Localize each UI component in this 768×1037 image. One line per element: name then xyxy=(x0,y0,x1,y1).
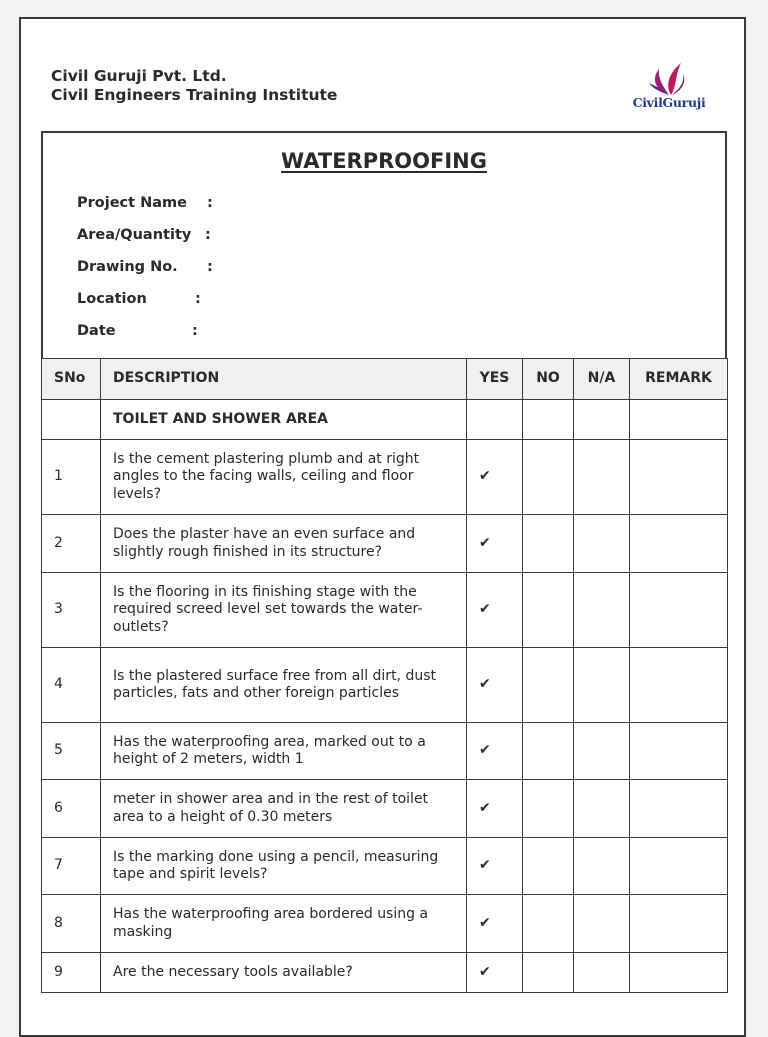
company-name: Civil Guruji Pvt. Ltd. xyxy=(51,67,227,85)
row-sno: 8 xyxy=(42,895,101,953)
row-description: Is the marking done using a pencil, measuring tape and spirit levels? xyxy=(101,838,467,895)
row-description: Has the waterproofing area, marked out to a height of 2 meters, width 1 xyxy=(101,723,467,780)
row-description: Are the necessary tools available? xyxy=(101,953,467,993)
header-sno: SNo xyxy=(42,359,101,400)
row-description: Is the cement plastering plumb and at right angles to the facing walls, ceiling and floor levels? xyxy=(101,440,467,515)
check-icon: ✔ xyxy=(467,573,523,648)
check-icon: ✔ xyxy=(467,895,523,953)
table-row xyxy=(42,440,728,515)
row-sno: 5 xyxy=(42,723,101,780)
na-cell[interactable] xyxy=(574,780,630,838)
na-cell[interactable] xyxy=(574,953,630,993)
remark-cell[interactable] xyxy=(630,723,728,780)
check-icon: ✔ xyxy=(467,723,523,780)
field-label: Location xyxy=(77,291,147,307)
remark-cell[interactable] xyxy=(630,515,728,573)
table-cell xyxy=(467,400,523,440)
table-row xyxy=(42,648,728,723)
no-cell[interactable] xyxy=(523,723,574,780)
row-sno: 9 xyxy=(42,953,101,993)
row-description: meter in shower area and in the rest of toilet area to a height of 0.30 meters xyxy=(101,780,467,838)
no-cell[interactable] xyxy=(523,838,574,895)
flame-icon xyxy=(625,59,713,99)
table-row xyxy=(42,780,728,838)
remark-cell[interactable] xyxy=(630,780,728,838)
row-description: Is the plastered surface free from all dirt, dust particles, fats and other foreign particles xyxy=(101,648,467,723)
no-cell[interactable] xyxy=(523,895,574,953)
field-project-name xyxy=(77,195,213,211)
table-cell xyxy=(42,400,101,440)
check-icon: ✔ xyxy=(467,838,523,895)
table-row xyxy=(42,515,728,573)
field-label: Project Name xyxy=(77,195,187,211)
field-label: Date xyxy=(77,323,116,339)
na-cell[interactable] xyxy=(574,895,630,953)
row-description: Has the waterproofing area bordered using a masking xyxy=(101,895,467,953)
no-cell[interactable] xyxy=(523,648,574,723)
row-sno: 6 xyxy=(42,780,101,838)
na-cell[interactable] xyxy=(574,723,630,780)
check-icon: ✔ xyxy=(467,780,523,838)
project-info-box xyxy=(41,131,727,360)
row-sno: 7 xyxy=(42,838,101,895)
no-cell[interactable] xyxy=(523,953,574,993)
table-row xyxy=(42,838,728,895)
check-icon: ✔ xyxy=(467,648,523,723)
field-colon: : xyxy=(207,259,213,275)
row-sno: 4 xyxy=(42,648,101,723)
na-cell[interactable] xyxy=(574,440,630,515)
header-yes: YES xyxy=(467,359,523,400)
table-row xyxy=(42,895,728,953)
table-cell xyxy=(630,400,728,440)
table-header-row xyxy=(42,359,728,400)
row-sno: 2 xyxy=(42,515,101,573)
na-cell[interactable] xyxy=(574,648,630,723)
no-cell[interactable] xyxy=(523,515,574,573)
no-cell[interactable] xyxy=(523,573,574,648)
checklist-table xyxy=(41,358,728,993)
section-title: TOILET AND SHOWER AREA xyxy=(101,400,467,440)
header-na: N/A xyxy=(574,359,630,400)
remark-cell[interactable] xyxy=(630,573,728,648)
no-cell[interactable] xyxy=(523,440,574,515)
field-drawing-no xyxy=(77,259,213,275)
field-colon: : xyxy=(195,291,201,307)
na-cell[interactable] xyxy=(574,573,630,648)
remark-cell[interactable] xyxy=(630,838,728,895)
form-title: WATERPROOFING xyxy=(281,149,487,173)
field-colon: : xyxy=(192,323,198,339)
check-icon: ✔ xyxy=(467,515,523,573)
remark-cell[interactable] xyxy=(630,648,728,723)
check-icon: ✔ xyxy=(467,953,523,993)
na-cell[interactable] xyxy=(574,838,630,895)
civilguruji-logo xyxy=(625,59,713,115)
header-no: NO xyxy=(523,359,574,400)
table-row xyxy=(42,953,728,993)
field-label: Area/Quantity xyxy=(77,227,192,243)
row-sno: 3 xyxy=(42,573,101,648)
no-cell[interactable] xyxy=(523,780,574,838)
company-subtitle: Civil Engineers Training Institute xyxy=(51,86,338,104)
na-cell[interactable] xyxy=(574,515,630,573)
logo-text: CivilGuruji xyxy=(632,95,706,110)
section-row xyxy=(42,400,728,440)
remark-cell[interactable] xyxy=(630,895,728,953)
table-cell xyxy=(574,400,630,440)
remark-cell[interactable] xyxy=(630,953,728,993)
table-row xyxy=(42,573,728,648)
row-sno: 1 xyxy=(42,440,101,515)
check-icon: ✔ xyxy=(467,440,523,515)
table-cell xyxy=(523,400,574,440)
field-date xyxy=(77,323,198,339)
row-description: Is the flooring in its finishing stage with the required screed level set towards the water-outlets? xyxy=(101,573,467,648)
company-header xyxy=(51,67,337,105)
header-remark: REMARK xyxy=(630,359,728,400)
field-area-quantity xyxy=(77,227,211,243)
header-description: DESCRIPTION xyxy=(101,359,467,400)
field-location xyxy=(77,291,201,307)
field-label: Drawing No. xyxy=(77,259,178,275)
row-description: Does the plaster have an even surface and slightly rough finished in its structure? xyxy=(101,515,467,573)
table-row xyxy=(42,723,728,780)
field-colon: : xyxy=(205,227,211,243)
field-colon: : xyxy=(207,195,213,211)
remark-cell[interactable] xyxy=(630,440,728,515)
